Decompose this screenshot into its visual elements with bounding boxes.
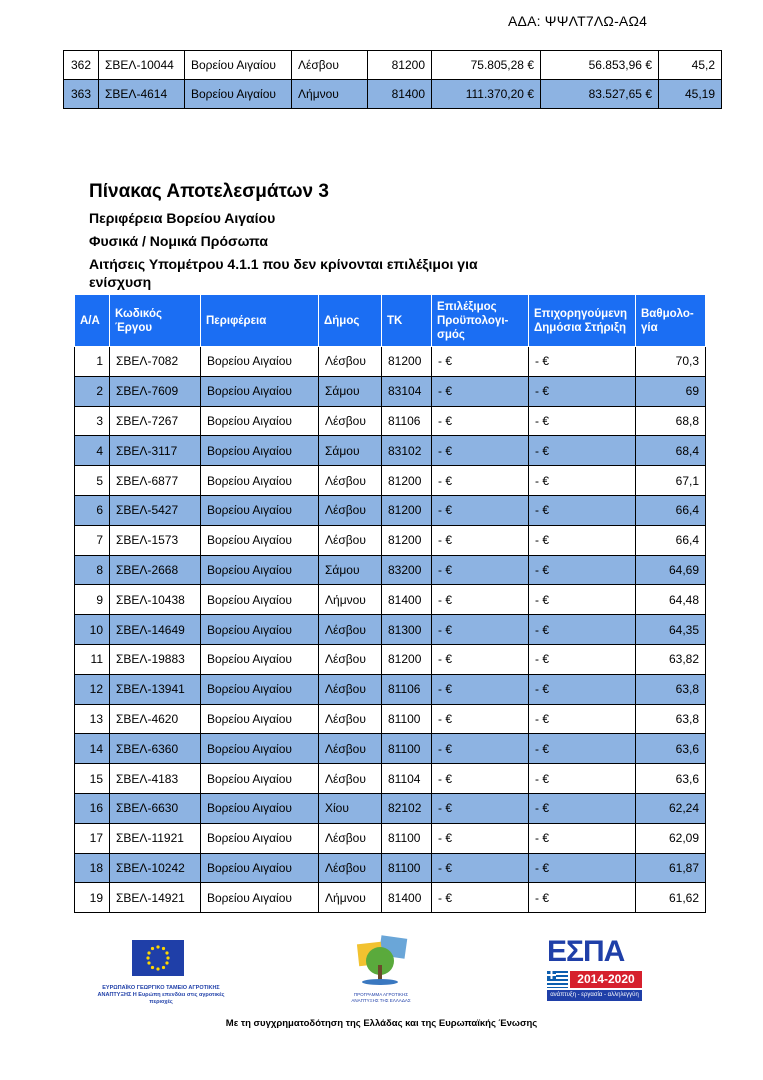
cell-aa: 10 [75, 615, 110, 645]
cell-budget: - € [432, 406, 529, 436]
cell-tk: 83200 [382, 555, 432, 585]
description-line: Αιτήσεις Υπομέτρου 4.1.1 που δεν κρίνονται επιλέξιμοι για [89, 256, 478, 272]
cell-aa: 5 [75, 466, 110, 496]
table-row [75, 853, 706, 883]
cell-tk: 81200 [382, 644, 432, 674]
cell-score: 64,48 [636, 585, 706, 615]
cell-municipality: Λέσβου [319, 853, 382, 883]
espa-logo-text: ΕΣΠΑ [547, 935, 625, 968]
entity-type-line: Φυσικά / Νομικά Πρόσωπα [89, 233, 268, 249]
cell-code: ΣΒΕΛ-14649 [110, 615, 201, 645]
cell-municipality: Χίου [319, 793, 382, 823]
cell-code: ΣΒΕΛ-6360 [110, 734, 201, 764]
cell-score: 66,4 [636, 495, 706, 525]
cell-budget: - € [432, 644, 529, 674]
table-row [75, 823, 706, 853]
cell-code: ΣΒΕΛ-4183 [110, 764, 201, 794]
cell-tk: 81400 [382, 883, 432, 913]
cell-region: Βορείου Αιγαίου [201, 883, 319, 913]
cell-support: - € [529, 853, 636, 883]
previous-results-table [63, 50, 722, 109]
table-row [64, 80, 722, 109]
col-budget: Επιλέξιμος Προϋπολογι-σμός [432, 295, 529, 347]
cell-budget: - € [432, 525, 529, 555]
cell-municipality: Λέσβου [319, 704, 382, 734]
cell-municipality: Λέσβου [319, 347, 382, 377]
cell-aa: 15 [75, 764, 110, 794]
col-region: Περιφέρεια [201, 295, 319, 347]
table-row [75, 644, 706, 674]
cell-region: Βορείου Αιγαίου [201, 734, 319, 764]
col-score: Βαθμολο-γία [636, 295, 706, 347]
cell-tk: 81200 [382, 525, 432, 555]
cell-aa: 7 [75, 525, 110, 555]
cell-code: ΣΒΕΛ-19883 [110, 644, 201, 674]
cell-region: Βορείου Αιγαίου [201, 764, 319, 794]
cell-tk: 83102 [382, 436, 432, 466]
cell-code: ΣΒΕΛ-10044 [99, 51, 185, 80]
cell-budget: - € [432, 853, 529, 883]
cell-score: 68,4 [636, 436, 706, 466]
cell-budget: - € [432, 704, 529, 734]
cell-municipality: Λέσβου [319, 525, 382, 555]
cell-budget: - € [432, 585, 529, 615]
cell-region: Βορείου Αιγαίου [201, 644, 319, 674]
cell-aa: 17 [75, 823, 110, 853]
cell-score: 66,4 [636, 525, 706, 555]
cell-tk: 81200 [382, 495, 432, 525]
cell-aa: 14 [75, 734, 110, 764]
cell-budget: - € [432, 466, 529, 496]
eu-fund-text: ΕΥΡΩΠΑΪΚΟ ΓΕΩΡΓΙΚΟ ΤΑΜΕΙΟ ΑΓΡΟΤΙΚΗΣ ΑΝΑΠΤΥΞΗΣ Η Ευρώπη επενδύει στις αγροτικές περιοχές [97, 985, 225, 1005]
cell-tk: 81104 [382, 764, 432, 794]
cell-tk: 81300 [382, 615, 432, 645]
cell-aa: 3 [75, 406, 110, 436]
cell-aa: 12 [75, 674, 110, 704]
greek-flag-icon [547, 971, 568, 988]
cell-score: 70,3 [636, 347, 706, 377]
cell-budget: - € [432, 734, 529, 764]
cell-municipality: Λήμνου [319, 585, 382, 615]
cell-support: - € [529, 674, 636, 704]
rural-development-logo-icon [350, 935, 412, 987]
table-row [75, 793, 706, 823]
cell-aa: 9 [75, 585, 110, 615]
cell-budget: - € [432, 615, 529, 645]
cell-municipality: Λέσβου [319, 495, 382, 525]
cell-tk: 81100 [382, 704, 432, 734]
col-code: Κωδικός Έργου [110, 295, 201, 347]
espa-years: 2014-2020 [570, 971, 642, 988]
cell-budget: - € [432, 823, 529, 853]
table-row [75, 347, 706, 377]
cell-code: ΣΒΕΛ-14921 [110, 883, 201, 913]
cell-support: - € [529, 376, 636, 406]
cell-region: Βορείου Αιγαίου [201, 853, 319, 883]
cell-code: ΣΒΕΛ-10438 [110, 585, 201, 615]
cell-score: 64,35 [636, 615, 706, 645]
cell-score: 63,6 [636, 734, 706, 764]
cell-support: - € [529, 347, 636, 377]
cell-budget: - € [432, 793, 529, 823]
cell-region: Βορείου Αιγαίου [201, 674, 319, 704]
cell-aa: 4 [75, 436, 110, 466]
cell-code: ΣΒΕΛ-6877 [110, 466, 201, 496]
cell-budget: - € [432, 883, 529, 913]
cell-code: ΣΒΕΛ-3117 [110, 436, 201, 466]
cell-aa: 363 [64, 80, 99, 109]
cell-tk: 81100 [382, 823, 432, 853]
cell-score: 45,19 [659, 80, 722, 109]
region-line: Περιφέρεια Βορείου Αιγαίου [89, 210, 276, 226]
cell-region: Βορείου Αιγαίου [201, 495, 319, 525]
cell-support: - € [529, 793, 636, 823]
cell-score: 45,2 [659, 51, 722, 80]
cell-support: - € [529, 466, 636, 496]
cell-aa: 18 [75, 853, 110, 883]
rural-development-text: ΠΡΟΓΡΑΜΜΑ ΑΓΡΟΤΙΚΗΣ ΑΝΑΠΤΥΞΗΣ ΤΗΣ ΕΛΛΑΔΑΣ [351, 992, 411, 1003]
cell-score: 64,69 [636, 555, 706, 585]
cell-aa: 1 [75, 347, 110, 377]
cell-code: ΣΒΕΛ-5427 [110, 495, 201, 525]
cell-code: ΣΒΕΛ-7609 [110, 376, 201, 406]
col-support: Επιχορηγούμενη Δημόσια Στήριξη [529, 295, 636, 347]
cell-region: Βορείου Αιγαίου [201, 585, 319, 615]
cell-code: ΣΒΕΛ-13941 [110, 674, 201, 704]
table-row [75, 436, 706, 466]
cell-code: ΣΒΕΛ-4620 [110, 704, 201, 734]
cell-municipality: Λέσβου [319, 644, 382, 674]
cell-score: 63,8 [636, 704, 706, 734]
eu-flag-icon [132, 940, 184, 976]
cell-region: Βορείου Αιγαίου [201, 615, 319, 645]
cell-region: Βορείου Αιγαίου [201, 823, 319, 853]
cell-support: 83.527,65 € [541, 80, 659, 109]
cell-municipality: Λέσβου [319, 764, 382, 794]
table-row [75, 674, 706, 704]
cell-support: - € [529, 585, 636, 615]
table-title: Πίνακας Αποτελεσμάτων 3 [89, 181, 329, 202]
table-row [75, 495, 706, 525]
table-row [75, 525, 706, 555]
cell-support: - € [529, 406, 636, 436]
cell-budget: - € [432, 764, 529, 794]
col-aa: Α/Α [75, 295, 110, 347]
cell-code: ΣΒΕΛ-4614 [99, 80, 185, 109]
cell-support: - € [529, 734, 636, 764]
cell-tk: 81400 [382, 585, 432, 615]
cell-municipality: Λέσβου [319, 823, 382, 853]
cell-tk: 82102 [382, 793, 432, 823]
cell-budget: - € [432, 674, 529, 704]
cell-support: - € [529, 883, 636, 913]
cell-aa: 8 [75, 555, 110, 585]
cell-score: 63,82 [636, 644, 706, 674]
cell-code: ΣΒΕΛ-7267 [110, 406, 201, 436]
cell-region: Βορείου Αιγαίου [201, 793, 319, 823]
cell-region: Βορείου Αιγαίου [201, 555, 319, 585]
cell-municipality: Λέσβου [292, 51, 368, 80]
cell-budget: 111.370,20 € [432, 80, 541, 109]
footer-logos [0, 930, 763, 1020]
cell-municipality: Σάμου [319, 555, 382, 585]
cell-code: ΣΒΕΛ-6630 [110, 793, 201, 823]
cell-municipality: Σάμου [319, 376, 382, 406]
cell-region: Βορείου Αιγαίου [201, 525, 319, 555]
table-row [75, 764, 706, 794]
cell-budget: 75.805,28 € [432, 51, 541, 80]
cell-tk: 83104 [382, 376, 432, 406]
col-municipality: Δήμος [319, 295, 382, 347]
table-row [75, 466, 706, 496]
cell-aa: 6 [75, 495, 110, 525]
cell-aa: 16 [75, 793, 110, 823]
cell-support: - € [529, 525, 636, 555]
cell-budget: - € [432, 347, 529, 377]
table-header-row [75, 295, 706, 347]
table-row [75, 585, 706, 615]
col-tk: ΤΚ [382, 295, 432, 347]
cofinancing-note: Με τη συγχρηματοδότηση της Ελλάδας και της Ευρωπαϊκής Ένωσης [225, 1018, 538, 1029]
ada-code: ΑΔΑ: ΨΨΛΤ7ΛΩ-ΑΩ4 [508, 13, 648, 29]
cell-region: Βορείου Αιγαίου [201, 406, 319, 436]
cell-code: ΣΒΕΛ-10242 [110, 853, 201, 883]
cell-region: Βορείου Αιγαίου [201, 376, 319, 406]
cell-score: 62,24 [636, 793, 706, 823]
cell-region: Βορείου Αιγαίου [201, 704, 319, 734]
cell-municipality: Λέσβου [319, 615, 382, 645]
cell-score: 62,09 [636, 823, 706, 853]
cell-support: - € [529, 644, 636, 674]
cell-code: ΣΒΕΛ-2668 [110, 555, 201, 585]
cell-budget: - € [432, 436, 529, 466]
cell-aa: 362 [64, 51, 99, 80]
cell-support: - € [529, 704, 636, 734]
cell-municipality: Λήμνου [292, 80, 368, 109]
espa-tagline: ανάπτυξη - εργασία - αλληλεγγύη [547, 990, 642, 1001]
cell-municipality: Λέσβου [319, 406, 382, 436]
table-row [75, 704, 706, 734]
table-row [75, 555, 706, 585]
cell-score: 61,87 [636, 853, 706, 883]
cell-support: - € [529, 764, 636, 794]
table-row [75, 615, 706, 645]
cell-tk: 81200 [382, 347, 432, 377]
cell-support: 56.853,96 € [541, 51, 659, 80]
cell-support: - € [529, 555, 636, 585]
cell-code: ΣΒΕΛ-1573 [110, 525, 201, 555]
cell-aa: 2 [75, 376, 110, 406]
cell-municipality: Λέσβου [319, 466, 382, 496]
cell-tk: 81106 [382, 674, 432, 704]
cell-budget: - € [432, 495, 529, 525]
cell-region: Βορείου Αιγαίου [185, 80, 292, 109]
cell-budget: - € [432, 555, 529, 585]
cell-region: Βορείου Αιγαίου [201, 436, 319, 466]
cell-code: ΣΒΕΛ-7082 [110, 347, 201, 377]
cell-score: 69 [636, 376, 706, 406]
table-row [64, 51, 722, 80]
cell-support: - € [529, 495, 636, 525]
cell-budget: - € [432, 376, 529, 406]
cell-tk: 81100 [382, 734, 432, 764]
cell-tk: 81400 [368, 80, 432, 109]
cell-aa: 19 [75, 883, 110, 913]
cell-score: 67,1 [636, 466, 706, 496]
cell-support: - € [529, 823, 636, 853]
table-row [75, 376, 706, 406]
cell-tk: 81200 [382, 466, 432, 496]
cell-municipality: Λέσβου [319, 674, 382, 704]
cell-municipality: Λέσβου [319, 734, 382, 764]
cell-region: Βορείου Αιγαίου [185, 51, 292, 80]
cell-region: Βορείου Αιγαίου [201, 347, 319, 377]
cell-aa: 13 [75, 704, 110, 734]
cell-municipality: Σάμου [319, 436, 382, 466]
cell-region: Βορείου Αιγαίου [201, 466, 319, 496]
cell-score: 63,8 [636, 674, 706, 704]
cell-tk: 81106 [382, 406, 432, 436]
cell-score: 61,62 [636, 883, 706, 913]
description-line-cont: ενίσχυση [89, 274, 152, 290]
cell-aa: 11 [75, 644, 110, 674]
table-row [75, 883, 706, 913]
results-table [74, 294, 706, 913]
cell-score: 68,8 [636, 406, 706, 436]
cell-municipality: Λήμνου [319, 883, 382, 913]
table-row [75, 734, 706, 764]
cell-code: ΣΒΕΛ-11921 [110, 823, 201, 853]
cell-support: - € [529, 436, 636, 466]
cell-tk: 81200 [368, 51, 432, 80]
cell-tk: 81100 [382, 853, 432, 883]
cell-score: 63,6 [636, 764, 706, 794]
table-row [75, 406, 706, 436]
cell-support: - € [529, 615, 636, 645]
